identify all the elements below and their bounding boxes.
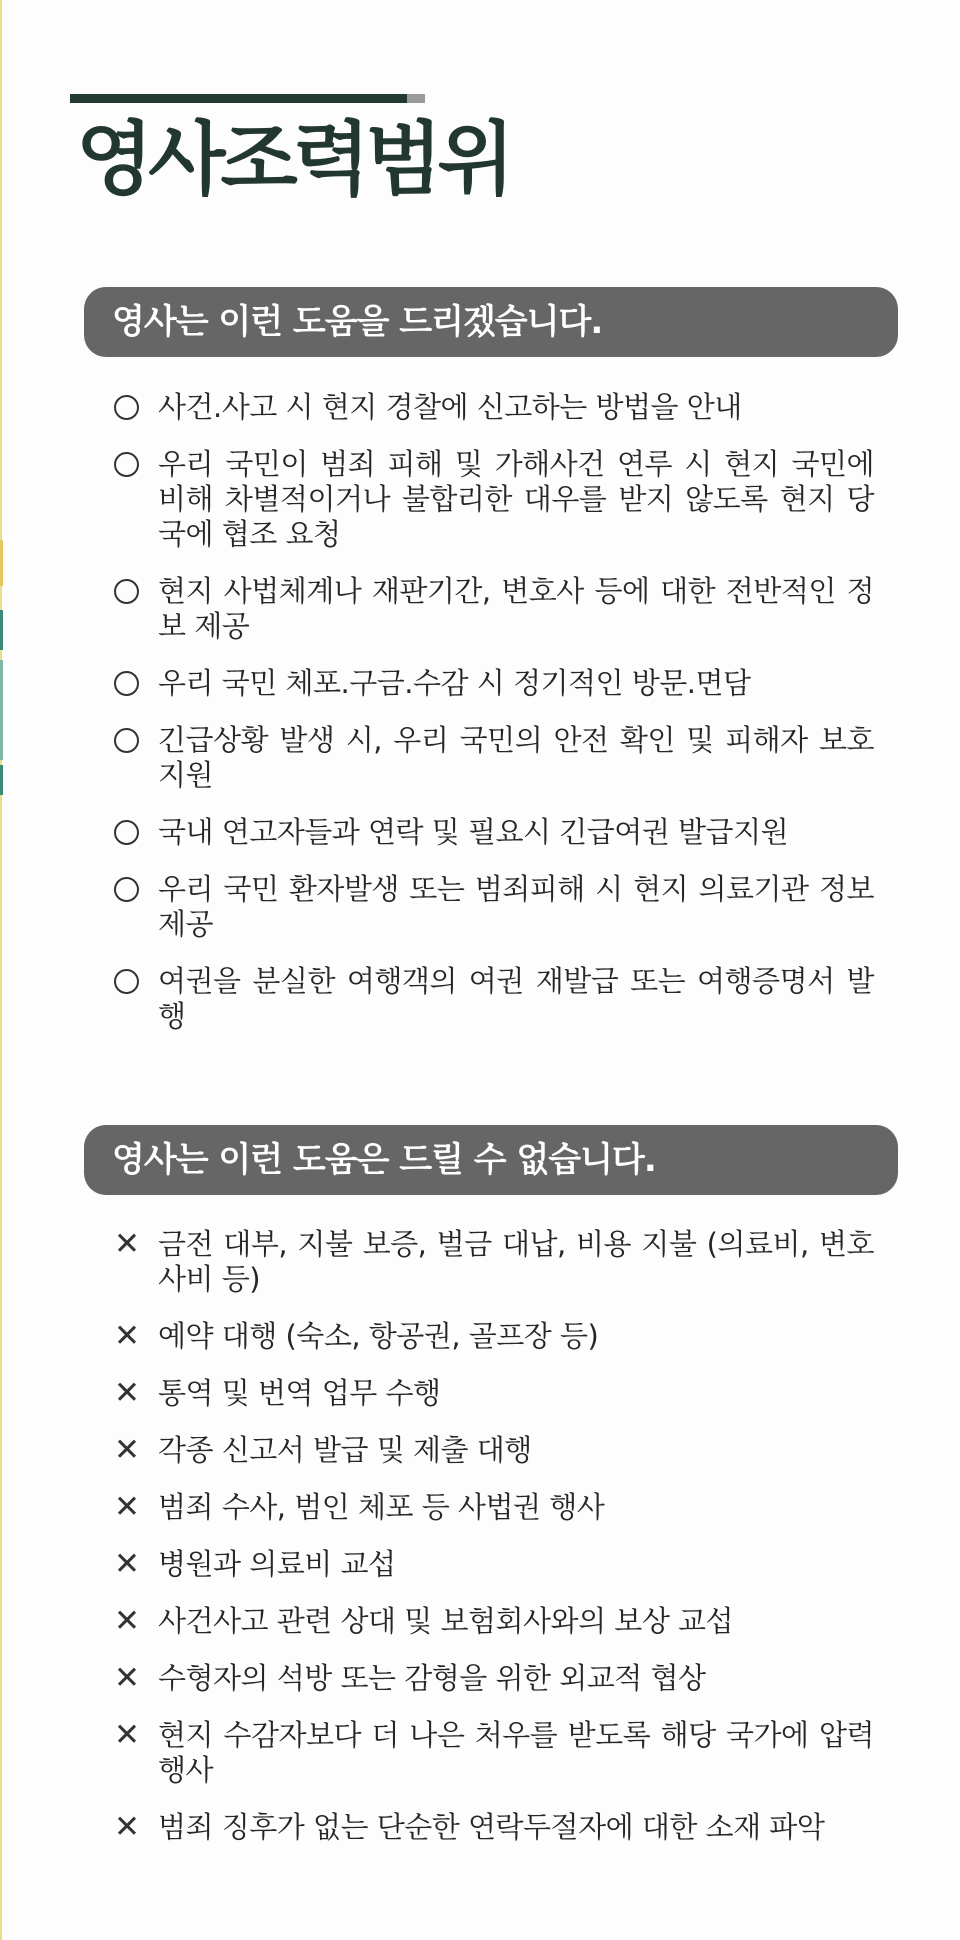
circle-icon (114, 969, 139, 994)
list-item (114, 390, 874, 425)
title-underline-bar (70, 94, 425, 103)
list-item-text: 각종 신고서 발급 및 제출 대행 (158, 1433, 532, 1467)
list-item-text: 사건사고 관련 상대 및 보험회사와의 보상 교섭 (158, 1604, 734, 1638)
x-icon: ✕ (114, 1375, 140, 1411)
circle-icon (114, 671, 139, 696)
circle-icon (114, 728, 139, 753)
list-item (114, 574, 874, 644)
list-item (114, 815, 874, 850)
list-item (114, 447, 874, 552)
list-item-text: 우리 국민 체포.구금.수감 시 정기적인 방문.면담 (158, 666, 751, 700)
list-item (114, 1547, 874, 1582)
list-item-text: 현지 사법체계나 재판기간, 변호사 등에 대한 전반적인 정보 제공 (158, 574, 874, 643)
can-help-header: 영사는 이런 도움을 드리겠습니다. (84, 287, 898, 357)
circle-icon (114, 877, 139, 902)
list-item-text: 사건.사고 시 현지 경찰에 신고하는 방법을 안내 (158, 390, 742, 424)
edge-accent-segment (0, 610, 3, 650)
list-item (114, 1376, 874, 1411)
list-item-text: 금전 대부, 지불 보증, 벌금 대납, 비용 지불 (의료비, 변호사비 등) (158, 1227, 874, 1296)
list-item-text: 현지 수감자보다 더 나은 처우를 받도록 해당 국가에 압력 행사 (158, 1718, 874, 1787)
list-item (114, 1433, 874, 1468)
page-title: 영사조력범위 (76, 113, 510, 206)
x-icon: ✕ (114, 1432, 140, 1468)
list-item-text: 범죄 징후가 없는 단순한 연락두절자에 대한 소재 파악 (158, 1810, 825, 1844)
list-item (114, 964, 874, 1034)
list-item (114, 1810, 874, 1845)
circle-icon (114, 579, 139, 604)
list-item-text: 통역 및 번역 업무 수행 (158, 1376, 441, 1410)
x-icon: ✕ (114, 1809, 140, 1845)
cannot-help-list (114, 1227, 874, 1845)
can-help-list (114, 390, 874, 1034)
circle-icon (114, 395, 139, 420)
list-item-text: 예약 대행 (숙소, 항공권, 골프장 등) (158, 1319, 599, 1353)
edge-accent-line (0, 0, 2, 1940)
list-item-text: 국내 연고자들과 연락 및 필요시 긴급여권 발급지원 (158, 815, 789, 849)
list-item (114, 1604, 874, 1639)
list-item-text: 수형자의 석방 또는 감형을 위한 외교적 협상 (158, 1661, 706, 1695)
list-item-text: 우리 국민 환자발생 또는 범죄피해 시 현지 의료기관 정보 제공 (158, 872, 874, 941)
x-icon: ✕ (114, 1660, 140, 1696)
list-item (114, 1319, 874, 1354)
circle-icon (114, 820, 139, 845)
x-icon: ✕ (114, 1226, 140, 1262)
list-item (114, 723, 874, 793)
list-item-text: 여권을 분실한 여행객의 여권 재발급 또는 여행증명서 발행 (158, 964, 874, 1033)
list-item (114, 872, 874, 942)
edge-accent-segment (0, 540, 3, 586)
list-item-text: 긴급상황 발생 시, 우리 국민의 안전 확인 및 피해자 보호 지원 (158, 723, 874, 792)
x-icon: ✕ (114, 1489, 140, 1525)
cannot-help-header: 영사는 이런 도움은 드릴 수 없습니다. (84, 1125, 898, 1195)
x-icon: ✕ (114, 1717, 140, 1753)
list-item (114, 1490, 874, 1525)
x-icon: ✕ (114, 1318, 140, 1354)
list-item-text: 범죄 수사, 범인 체포 등 사법권 행사 (158, 1490, 605, 1524)
list-item-text: 우리 국민이 범죄 피해 및 가해사건 연루 시 현지 국민에 비해 차별적이거나 불합리한 대우를 받지 않도록 현지 당국에 협조 요청 (158, 447, 874, 551)
x-icon: ✕ (114, 1603, 140, 1639)
edge-accent-segment (0, 765, 3, 795)
list-item-text: 병원과 의료비 교섭 (158, 1547, 396, 1581)
list-item (114, 666, 874, 701)
list-item (114, 1227, 874, 1297)
list-item (114, 1718, 874, 1788)
x-icon: ✕ (114, 1546, 140, 1582)
title-bar-dark (70, 94, 407, 103)
title-bar-light (407, 94, 425, 103)
list-item (114, 1661, 874, 1696)
circle-icon (114, 452, 139, 477)
edge-accent-segment (0, 660, 3, 760)
